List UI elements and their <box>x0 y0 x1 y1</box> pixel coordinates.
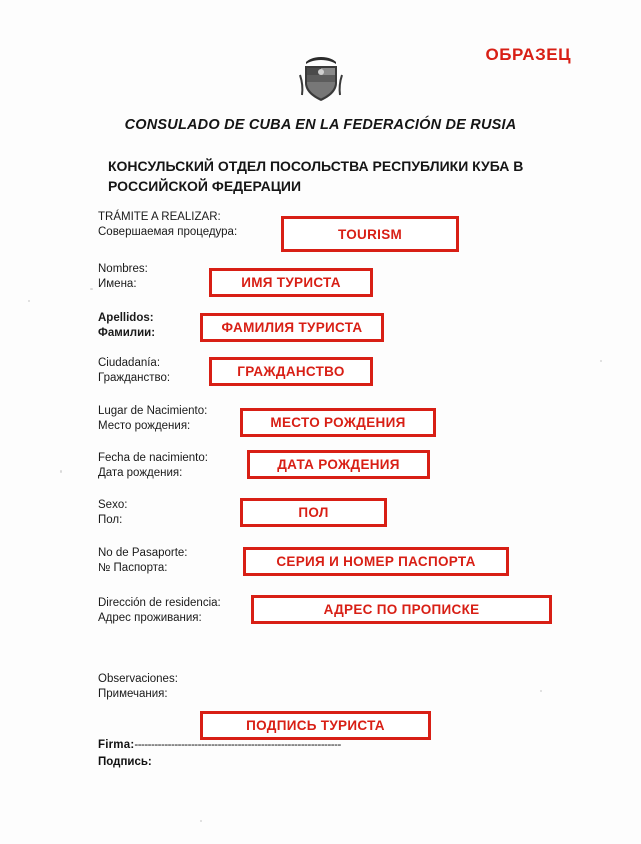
field-label-nombres: Nombres: Имена: <box>98 263 148 290</box>
field-value-ciudadania[interactable]: ГРАЖДАНСТВО <box>209 357 373 386</box>
cuba-coat-of-arms-icon <box>298 55 344 103</box>
page-title-russian: КОНСУЛЬСКИЙ ОТДЕЛ ПОСОЛЬСТВА РЕСПУБЛИКИ КУБА В РОССИЙСКОЙ ФЕДЕРАЦИИ <box>108 158 524 194</box>
paper-speck <box>200 820 202 822</box>
paper-speck <box>60 470 62 473</box>
field-value-direccion[interactable]: АДРЕС ПО ПРОПИСКЕ <box>251 595 552 624</box>
field-value-fecha-nacimiento[interactable]: ДАТА РОЖДЕНИЯ <box>247 450 430 479</box>
sample-stamp: ОБРАЗЕЦ <box>485 45 571 64</box>
field-value-signature[interactable]: ПОДПИСЬ ТУРИСТА <box>200 711 431 740</box>
page-title-spanish: CONSULADO DE CUBA EN LA FEDERACIÓN DE RUSIA <box>124 117 517 133</box>
field-label-pasaporte: No de Pasaporte: № Паспорта: <box>98 547 188 574</box>
field-value-nombres[interactable]: ИМЯ ТУРИСТА <box>209 268 373 297</box>
field-label-lugar-nacimiento: Lugar de Nacimiento: Место рождения: <box>98 405 208 432</box>
paper-speck <box>540 690 542 692</box>
field-label-observaciones: Observaciones: Примечания: <box>98 673 178 700</box>
field-value-tramite[interactable]: TOURISM <box>281 216 459 252</box>
field-label-fecha-nacimiento: Fecha de nacimiento: Дата рождения: <box>98 452 208 479</box>
signature-line-spanish: Firma:-------------------------------------------------------------- <box>98 739 341 751</box>
field-label-direccion: Dirección de residencia: Адрес проживания: <box>98 597 221 624</box>
field-label-tramite: TRÁMITE A REALIZAR: Совершаемая процедура: <box>98 211 238 238</box>
signature-line-russian: Подпись: <box>98 756 152 768</box>
field-label-ciudadania: Ciudadanía: Гражданство: <box>98 357 171 384</box>
paper-speck <box>90 288 93 290</box>
field-value-pasaporte[interactable]: СЕРИЯ И НОМЕР ПАСПОРТА <box>243 547 509 576</box>
field-label-sexo: Sexo: Пол: <box>98 499 128 526</box>
field-label-apellidos: Apellidos: Фамилии: <box>98 312 156 339</box>
field-value-apellidos[interactable]: ФАМИЛИЯ ТУРИСТА <box>200 313 384 342</box>
paper-speck <box>28 300 30 302</box>
field-value-lugar-nacimiento[interactable]: МЕСТО РОЖДЕНИЯ <box>240 408 436 437</box>
field-value-sexo[interactable]: ПОЛ <box>240 498 387 527</box>
paper-speck <box>600 360 602 362</box>
